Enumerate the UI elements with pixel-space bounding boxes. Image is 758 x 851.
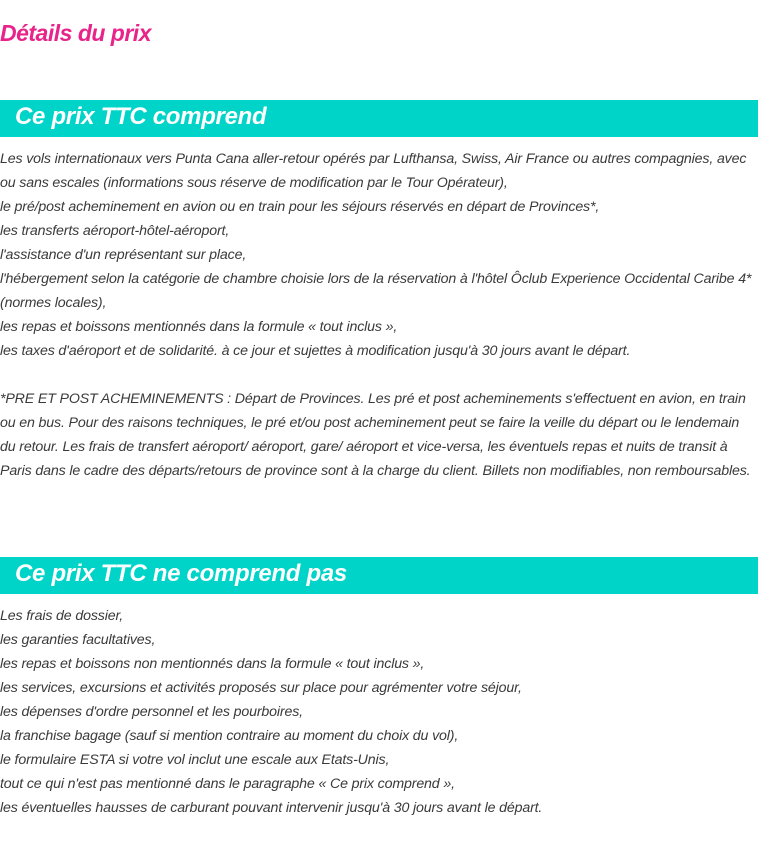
excluded-item: le formulaire ESTA si votre vol inclut une escale aux Etats-Unis, xyxy=(0,752,390,768)
excluded-item: les éventuelles hausses de carburant pouvant intervenir jusqu'à 30 jours avant le départ. xyxy=(0,800,543,816)
excluded-item: Les frais de dossier, xyxy=(0,608,124,624)
transport-note: *PRE ET POST ACHEMINEMENTS : Départ de Provinces. Les pré et post acheminements s'effectuent en avion, en train ou en bus. Pour des raisons techniques, le pré et/ou post acheminement peut se faire la veille du départ ou le lendemain du retour. Les frais de transfert aéroport/ aéroport, gare/ aéroport et vice-versa, les éventuels repas et nuits de transit à Paris dans le cadre des départs/retours de province sont à la charge du client. Billets non modifiables, non remboursables. xyxy=(0,391,751,479)
excluded-item: tout ce qui n'est pas mentionné dans le paragraphe « Ce prix comprend », xyxy=(0,776,455,792)
included-item: les repas et boissons mentionnés dans la formule « tout inclus », xyxy=(0,319,398,335)
excluded-item: les garanties facultatives, xyxy=(0,632,156,648)
excluded-item: les services, excursions et activités proposés sur place pour agrémenter votre séjour, xyxy=(0,680,522,696)
included-item: l'hébergement selon la catégorie de chambre choisie lors de la réservation à l'hôtel Ôclub Experience Occidental Caribe 4* (normes locales), xyxy=(0,271,752,311)
excluded-section-header xyxy=(0,557,758,594)
page-title: Détails du prix xyxy=(0,20,151,46)
included-list xyxy=(0,147,758,363)
included-item: le pré/post acheminement en avion ou en train pour les séjours réservés en départ de Provinces*, xyxy=(0,199,600,215)
excluded-item: la franchise bagage (sauf si mention contraire au moment du choix du vol), xyxy=(0,728,459,744)
excluded-item: les repas et boissons non mentionnés dans la formule « tout inclus », xyxy=(0,656,425,672)
included-item: l'assistance d'un représentant sur place, xyxy=(0,247,247,263)
included-item: les taxes d'aéroport et de solidarité. à ce jour et sujettes à modification jusqu'à 30 jours avant le départ. xyxy=(0,343,631,359)
included-item: Les vols internationaux vers Punta Cana aller-retour opérés par Lufthansa, Swiss, Air France ou autres compagnies, avec ou sans escales (informations sous réserve de modification par le Tour Opérateur), xyxy=(0,151,747,191)
excluded-list xyxy=(0,604,758,820)
excluded-item: les dépenses d'ordre personnel et les pourboires, xyxy=(0,704,303,720)
included-heading: Ce prix TTC comprend xyxy=(15,103,267,130)
excluded-heading: Ce prix TTC ne comprend pas xyxy=(15,560,347,587)
included-item: les transferts aéroport-hôtel-aéroport, xyxy=(0,223,230,239)
included-section-header xyxy=(0,100,758,137)
